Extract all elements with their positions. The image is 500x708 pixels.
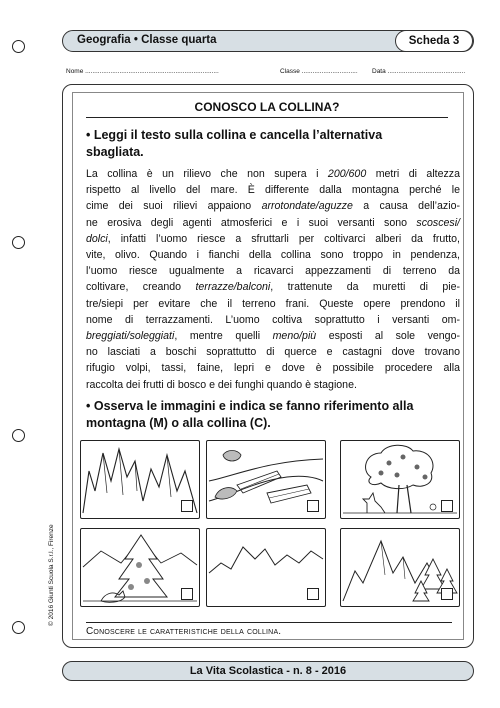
sheet-label: Scheda 3 bbox=[395, 30, 473, 52]
picture-fruit-tree-fox bbox=[340, 440, 460, 519]
passage-line: vite, olivo. Quando i fianchi della collina sono troppo in pendenza, bbox=[86, 249, 460, 262]
reading-passage bbox=[86, 166, 460, 393]
passage-line: breggiati/soleggiati, mentre quelli meno/più esposti al sole vengo- bbox=[86, 330, 460, 343]
passage-line: La collina è un rilievo che non supera i 200/600 metri di altezza bbox=[86, 168, 460, 180]
binder-hole bbox=[12, 621, 25, 634]
date-field[interactable]: Data ........................................... bbox=[372, 68, 466, 75]
answer-checkbox[interactable] bbox=[307, 500, 319, 512]
answer-checkbox[interactable] bbox=[181, 500, 193, 512]
passage-line: l’uomo riesce ugualmente a ricavarci appezzamenti di terreno da bbox=[86, 265, 460, 278]
instruction-line: • Leggi il testo sulla collina e cancella l’alternativa bbox=[86, 128, 383, 142]
binder-hole bbox=[12, 429, 25, 442]
passage-line: tre/siepi per evitare che il terreno frani. Queste opere prendono il bbox=[86, 297, 460, 310]
picture-terraced-hills bbox=[206, 440, 326, 519]
footer-bar: La Vita Scolastica - n. 8 - 2016 bbox=[62, 661, 474, 681]
header-bar bbox=[62, 30, 474, 52]
page-title: CONOSCO LA COLLINA? bbox=[194, 100, 340, 114]
binder-hole bbox=[12, 236, 25, 249]
passage-line: no lasciati a boschi soprattutto di querce e castagni dove trovano bbox=[86, 346, 460, 359]
instruction-read bbox=[86, 127, 456, 161]
instruction-observe bbox=[86, 398, 456, 432]
binder-hole bbox=[12, 40, 25, 53]
picture-pointed-mountains bbox=[80, 440, 200, 519]
name-field[interactable]: Nome .......................................................................... bbox=[66, 68, 219, 75]
instruction-line: • Osserva le immagini e indica se fanno riferimento alla bbox=[86, 399, 414, 413]
passage-line: coltivare, creando terrazze/balconi, trattenute da muretti di pie- bbox=[86, 281, 460, 294]
goal-divider bbox=[86, 622, 452, 623]
picture-rolling-hills bbox=[206, 528, 326, 607]
class-field[interactable]: Classe ............................... bbox=[280, 68, 358, 75]
learning-goal: Conoscere le caratteristiche della collina. bbox=[86, 626, 282, 637]
instruction-line: montagna (M) o alla collina (C). bbox=[86, 416, 271, 430]
passage-line: rispetto al livello del mare. È differente dalla montagna perché le bbox=[86, 184, 460, 197]
passage-line: ne erosiva degli agenti atmosferici e i suoi versanti sono scoscesi/ bbox=[86, 216, 460, 229]
passage-line: rifugio volpi, tassi, faine, lepri e dove è possibile procedere alla bbox=[86, 362, 460, 375]
passage-line: nome di terrazzamenti. L’uomo coltiva soprattutto i versanti om- bbox=[86, 313, 460, 326]
title-divider bbox=[86, 117, 448, 118]
passage-line: cime dei suoi rilievi appaiono arrotondate/aguzze a causa dell’azio- bbox=[86, 200, 460, 213]
picture-mountains-pines bbox=[340, 528, 460, 607]
picture-pine-tree-fox bbox=[80, 528, 200, 607]
answer-checkbox[interactable] bbox=[441, 500, 453, 512]
answer-checkbox[interactable] bbox=[307, 588, 319, 600]
instruction-line: sbagliata. bbox=[86, 145, 144, 159]
answer-checkbox[interactable] bbox=[441, 588, 453, 600]
copyright-notice: © 2016 Giunti Scuola S.r.l., Firenze bbox=[48, 524, 55, 626]
passage-line: raccolta dei frutti di bosco e dei funghi quando è stagione. bbox=[86, 378, 357, 391]
subject-label: Geografia • Classe quarta bbox=[77, 34, 217, 46]
passage-line: dolci, infatti l’uomo riesce a sfruttarli per coltivarci alberi da frutto, bbox=[86, 232, 460, 245]
answer-checkbox[interactable] bbox=[181, 588, 193, 600]
